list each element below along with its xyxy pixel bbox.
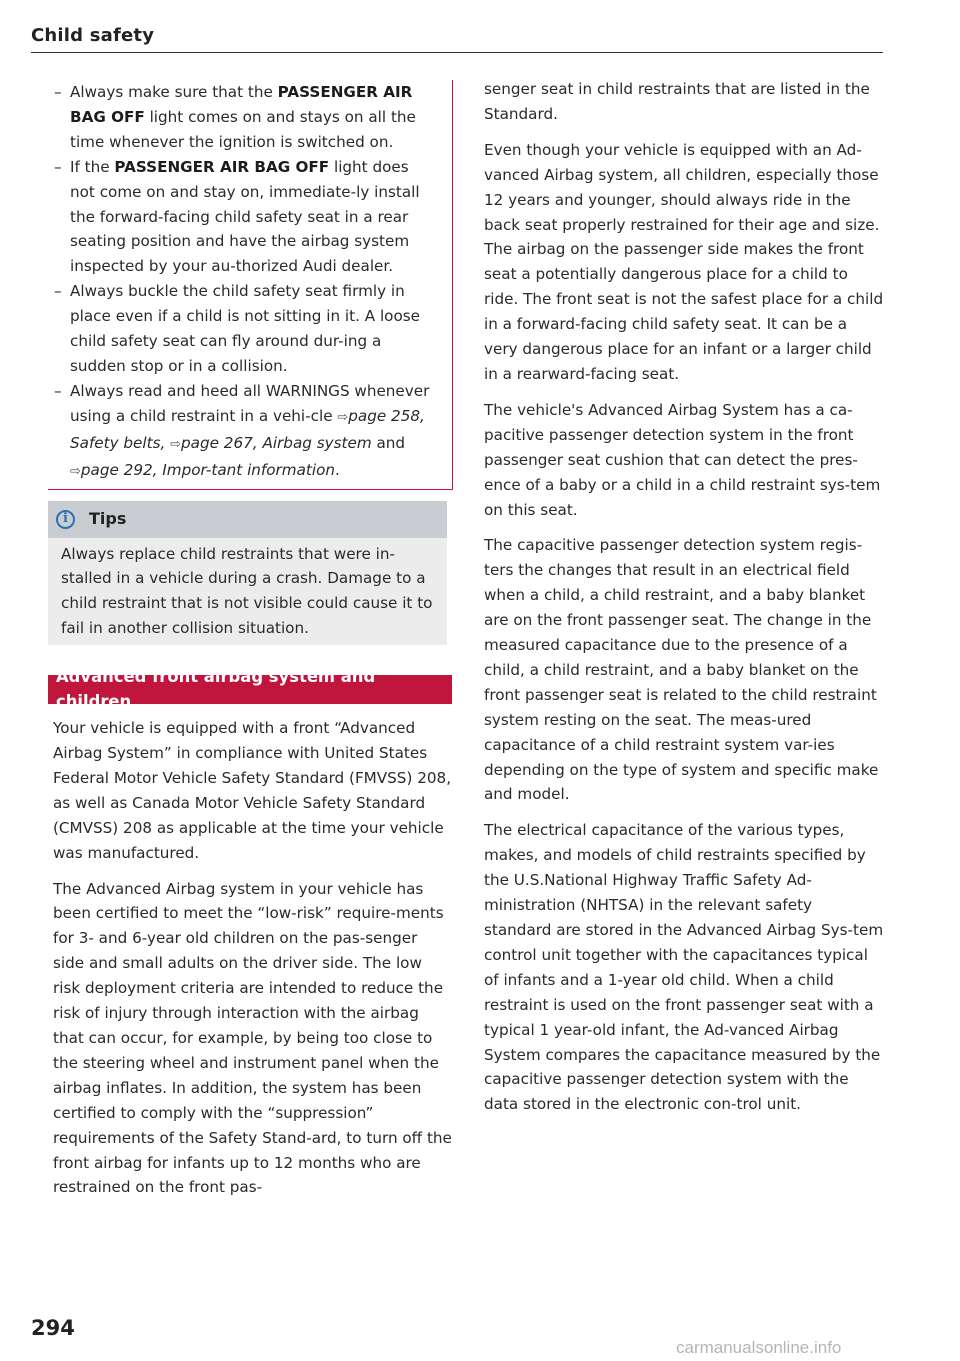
warning-list: [48, 80, 452, 485]
section-heading: Advanced front airbag system and children: [48, 675, 452, 704]
warning-item: – Always make sure that the PASSENGER AIR BAG OFF light comes on and stays on all the time whenever the ignition is switched on.: [48, 80, 436, 155]
body-paragraph: senger seat in child restraints that are listed in the Standard.: [484, 80, 870, 123]
warning-item: – If the PASSENGER AIR BAG OFF light does not come on and stay on, immediate-ly install the forward-facing child safety seat in a rear seating position and have the airbag system inspected by your au-thorized Audi dealer.: [48, 155, 436, 280]
tips-title: Tips: [89, 508, 127, 528]
tips-header: [48, 501, 447, 538]
tips-text: Always replace child restraints that were in-stalled in a vehicle during a crash. Damage to a child restraint that is not visible could cause it to fail in another collision situation.: [61, 544, 433, 638]
page-ref-arrow-icon: ⇨: [337, 409, 349, 425]
left-column: [53, 80, 452, 1211]
warning-light-label: PASSENGER AIR BAG OFF: [114, 157, 330, 176]
warning-light-label: PASSENGER AIR BAG OFF: [70, 83, 413, 126]
watermark: carmanualsonline.info: [676, 1338, 842, 1357]
body-paragraph: The electrical capacitance of the various types, makes, and models of child restraints specified by the U.S.National Highway Traffic Safety Ad-ministration (NHTSA) in the relevant safety standard are stored in the Advanced Airbag Sys-tem control unit together with the capacitances typical of infants and a 1-year old child. When a child restraint is used on the front passenger seat with a typical 1 year-old infant, the Ad-vanced Airbag System compares the capacitance measured by the capacitive passenger detection system with the data stored in the electronic con-trol unit.: [484, 821, 884, 1114]
tips-box: [48, 501, 447, 646]
page-ref-arrow-icon: ⇨: [170, 436, 182, 452]
page-ref-link[interactable]: page 292, Impor-tant information: [80, 460, 335, 479]
body-paragraph: The Advanced Airbag system in your vehicle has been certified to meet the “low-risk” require-ments for 3- and 6-year old children on the pas-senger side and small adults on the driver side. The low risk deployment criteria are intended to reduce the risk of injury through interaction with the airbag that can occur, for example, by being too close to the steering wheel and instrument panel when the airbag inflates. In addition, the system has been certified to comply with the “suppression” requirements of the Safety Stand-ard, to turn off the front airbag for infants up to 12 months who are restrained on the front pas-: [53, 879, 452, 1197]
warning-item: – Always buckle the child safety seat firmly in place even if a child is not sitting in it. A loose child safety seat can fly around dur-ing a sudden stop or in a collision.: [48, 279, 436, 379]
page-ref-link[interactable]: page 258, Safety belts,: [70, 406, 425, 452]
page-ref-arrow-icon: ⇨: [70, 463, 81, 479]
page-header-title: Child safety: [31, 25, 155, 46]
warning-box: [48, 80, 453, 490]
page-ref-link[interactable]: page 267, Airbag system: [181, 433, 372, 452]
info-icon: i: [56, 510, 75, 529]
warning-item: – Always read and heed all WARNINGS whenever using a child restraint in a vehi-cle ⇨page 258, Safety belts, ⇨page 267, Airbag system and ⇨page 292, Impor-tant information.: [48, 379, 436, 485]
body-paragraph: Your vehicle is equipped with a front “Advanced Airbag System” in compliance with United States Federal Motor Vehicle Safety Standard (FMVSS) 208, as well as Canada Motor Vehicle Safety Standard (CMVSS) 208 as applicable at the time your vehicle was manufactured.: [53, 719, 452, 862]
body-paragraph: The vehicle's Advanced Airbag System has a ca-pacitive passenger detection system in the front passenger seat cushion that can detect the pres-ence of a baby or a child in a child restraint sys-tem on this seat.: [484, 400, 881, 519]
body-paragraph: Even though your vehicle is equipped with an Ad-vanced Airbag system, all children, especially those 12 years and younger, should always ride in the back seat properly restrained for their age and size. The airbag on the passenger side makes the front seat a potentially dangerous place for a child to ride. The front seat is not the safest place for a child in a forward-facing child safety seat. It can be a very dangerous place for an infant or a larger child in a rearward-facing seat.: [484, 140, 884, 383]
right-column: [484, 77, 884, 1128]
header-divider: [31, 52, 883, 53]
page-number: 294: [31, 1316, 75, 1340]
body-paragraph: The capacitive passenger detection system regis-ters the changes that result in an electrical field when a child, a child restraint, and a baby blanket are on the front passenger seat. The change in the measured capacitance due to the presence of a child, a child restraint, and a baby blanket on the front passenger seat is related to the child restraint system resting on the seat. The meas-ured capacitance of a child restraint system var-ies depending on the type of system and specific make and model.: [484, 536, 879, 804]
